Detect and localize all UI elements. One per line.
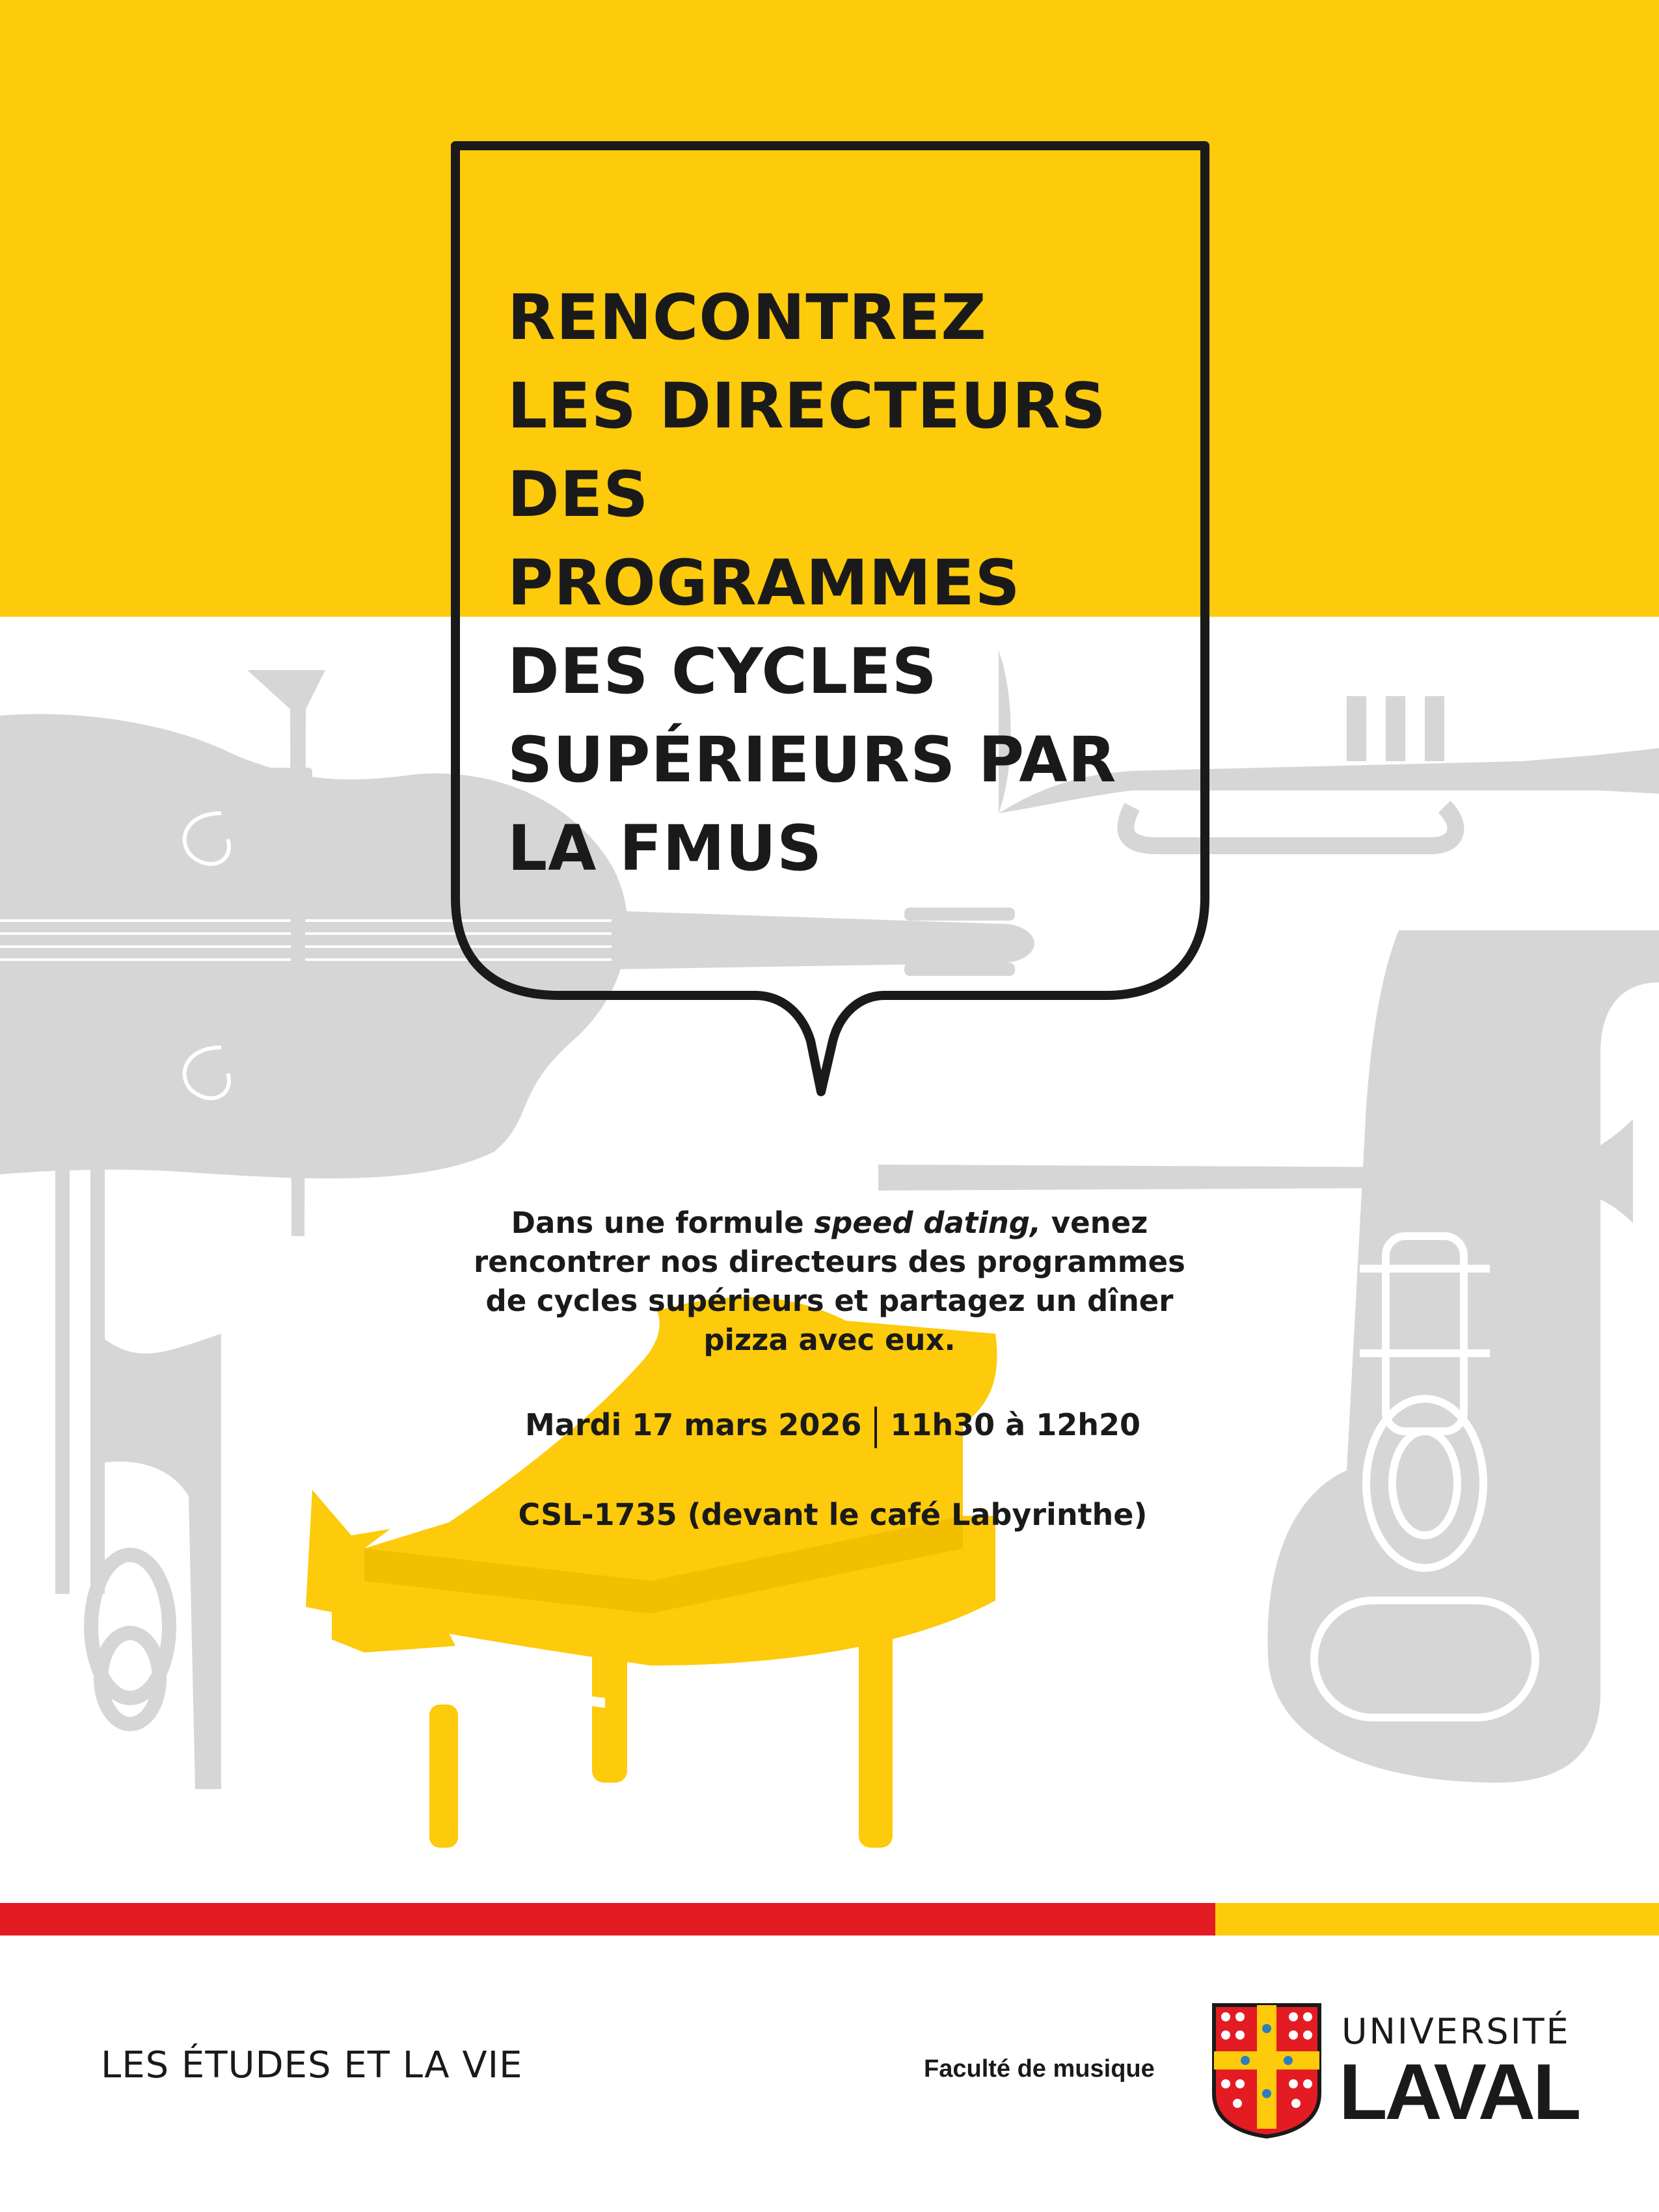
event-location: CSL-1735 (devant le café Labyrinthe) xyxy=(518,1497,1148,1532)
description-emphasis: speed dating, xyxy=(814,1206,1042,1240)
piano-icon xyxy=(306,1297,997,1848)
university-name-top: UNIVERSITÉ xyxy=(1342,2011,1571,2052)
description-intro: Dans une formule xyxy=(511,1206,815,1240)
event-date: Mardi 17 mars 2026 xyxy=(525,1407,862,1442)
university-crest-icon xyxy=(1211,2003,1322,2139)
headline-line: DES CYCLES xyxy=(507,635,937,708)
faculty-name: Faculté de musique xyxy=(924,2055,1155,2083)
headline-line: PROGRAMMES xyxy=(507,546,1021,619)
event-datetime xyxy=(390,1402,1275,1448)
footer-red-stripe xyxy=(0,1903,1215,1936)
footer-yellow-stripe xyxy=(1215,1903,1659,1936)
headline-line: LES DIRECTEURS xyxy=(507,370,1107,442)
date-separator xyxy=(874,1407,877,1448)
university-name-bottom: LAVAL xyxy=(1339,2047,1579,2136)
headline-line: SUPÉRIEURS PAR xyxy=(507,723,1117,796)
description-rest: venez rencontrer nos directeurs des programmes de cycles supérieurs et partagez un dîner pizza avec eux. xyxy=(474,1206,1185,1357)
event-description xyxy=(455,1204,1204,1360)
footer-tagline: LES ÉTUDES ET LA VIE xyxy=(101,2044,523,2086)
headline-line: DES xyxy=(507,458,649,531)
headline-line: RENCONTREZ xyxy=(507,281,987,354)
event-time: 11h30 à 12h20 xyxy=(890,1407,1140,1442)
headline xyxy=(507,273,1184,893)
headline-line: LA FMUS xyxy=(507,812,823,885)
